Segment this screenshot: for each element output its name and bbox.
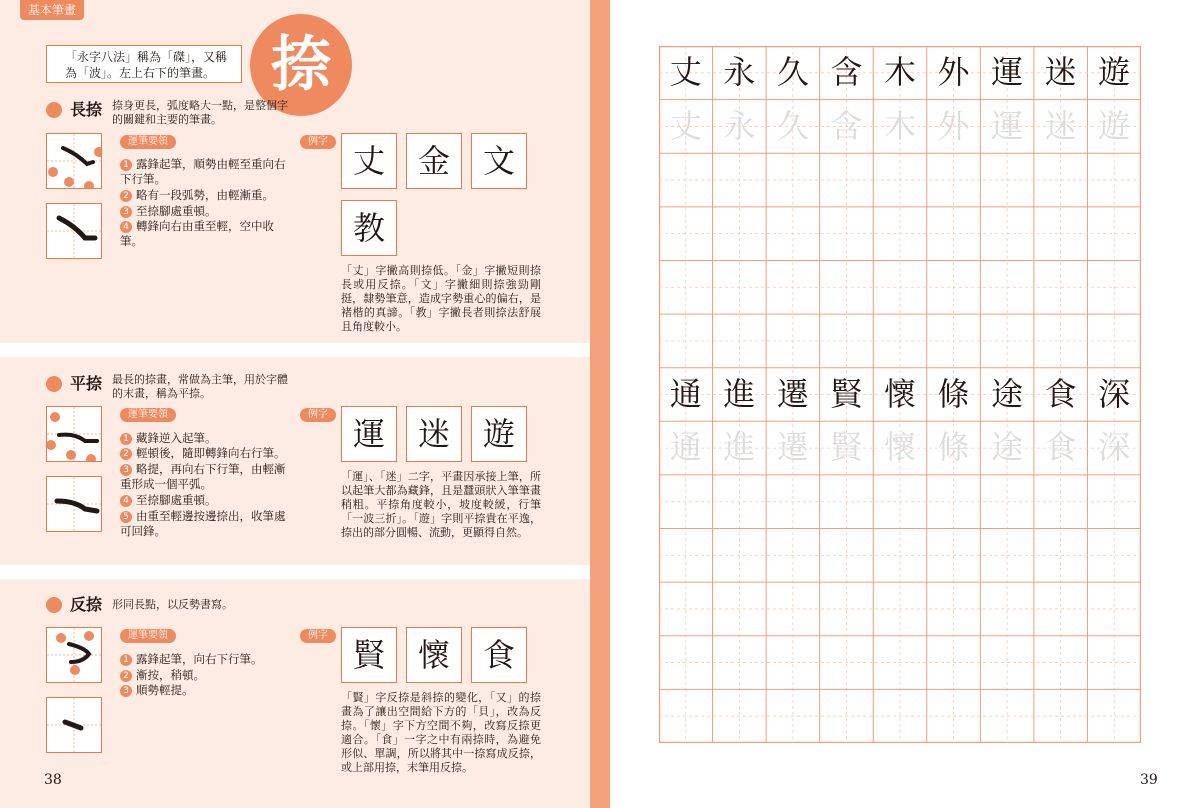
model-cell: [1087, 368, 1141, 422]
step-item: [120, 509, 290, 539]
example-note: 「賢」字反捺是斜捺的變化，「又」的捺畫為了讓出空間給下方的「貝」，改為反捺。「懷」字下方空間不夠，改寫反捺更適合。「食」一字之中有兩捺時，為避免形似、單調，所以將其中一捺寫成反捺，或上部用捺，末筆用反捺。: [341, 691, 541, 774]
step-number: 4: [120, 221, 132, 233]
step-text: 輕頓後，隨即轉鋒向右行筆。: [136, 446, 286, 460]
step-number: 1: [120, 654, 132, 666]
page-number-left: 38: [44, 772, 62, 788]
stroke-sample: [46, 476, 102, 532]
section-title: 反捺: [70, 595, 103, 614]
section-bullet-icon: [46, 376, 62, 392]
model-cell: [1034, 46, 1088, 100]
trace-cell: [659, 421, 713, 475]
page-number-right: 39: [1140, 772, 1158, 788]
steps-label: 運筆要領: [120, 408, 176, 422]
trace-cell: [927, 100, 981, 154]
example-note: 「運」、「迷」二字，平畫因承接上筆，所以起筆大都為藏鋒，且是蠶頭狀入筆筆畫稍粗。平捺角度較小，坡度較緩，行筆「一波三折」。「遊」字則平捺貴在平逸，捺出的部分圓暢、流動，更顯得自然。: [341, 470, 541, 539]
example-character: 金: [406, 133, 462, 189]
trace-character: 途: [991, 428, 1024, 467]
trace-cell: [820, 100, 874, 154]
model-character: 遷: [776, 374, 809, 413]
step-item: [120, 668, 290, 683]
examples-label: 例字: [300, 629, 336, 643]
trace-character: 運: [991, 106, 1024, 145]
trace-character: 深: [1098, 428, 1131, 467]
steps-label: 運筆要領: [120, 135, 176, 149]
step-number: 5: [120, 511, 132, 523]
step-item: [120, 431, 290, 446]
trace-cell: [713, 421, 767, 475]
example-character: 運: [341, 406, 397, 462]
model-cell: [659, 368, 713, 422]
stroke-sample: [46, 203, 102, 259]
model-character: 運: [991, 53, 1024, 91]
trace-cell: [980, 100, 1034, 154]
trace-character: 久: [776, 106, 809, 145]
trace-cell: [659, 100, 713, 154]
trace-character: 外: [937, 106, 970, 145]
section-bullet-icon: [46, 597, 62, 613]
model-cell: [820, 46, 874, 100]
steps-label: 運筆要領: [120, 629, 176, 643]
step-item: [120, 446, 290, 461]
example-character: 文: [471, 133, 527, 189]
model-character: 遊: [1098, 53, 1131, 91]
step-text: 略有一段弧勢，由輕漸重。: [136, 188, 274, 202]
model-character: 含: [830, 53, 863, 91]
model-cell: [873, 368, 927, 422]
model-character: 外: [937, 53, 970, 91]
model-character: 久: [776, 53, 809, 91]
step-item: [120, 204, 290, 219]
model-character: 丈: [669, 53, 702, 91]
model-cell: [659, 46, 713, 100]
model-cell: [927, 46, 981, 100]
step-text: 至捺腳處重頓。: [136, 204, 217, 218]
trace-cell: [1034, 100, 1088, 154]
section-bullet-icon: [46, 102, 62, 118]
stroke-diagram: [46, 406, 102, 462]
model-cell: [1034, 368, 1088, 422]
model-character: 迷: [1044, 53, 1077, 91]
stroke-sample: [46, 697, 102, 753]
trace-character: 迷: [1044, 106, 1077, 145]
model-cell: [980, 368, 1034, 422]
trace-cell: [713, 100, 767, 154]
model-character: 條: [937, 374, 970, 413]
trace-cell: [766, 421, 820, 475]
trace-character: 懷: [883, 428, 916, 467]
step-number: 2: [120, 670, 132, 682]
stroke-diagram: [46, 133, 102, 189]
trace-cell: [980, 421, 1034, 475]
example-character: 懷: [406, 627, 462, 683]
step-text: 露鋒起筆，順勢由輕至重向右下行筆。: [120, 157, 286, 186]
step-item: [120, 652, 290, 667]
model-character: 永: [723, 53, 756, 91]
model-cell: [927, 368, 981, 422]
intro-box: 「永字八法」稱為「磔」，又稱為「波」。左上右下的筆畫。: [46, 45, 242, 83]
trace-character: 永: [723, 106, 756, 145]
section-description: 最長的捺畫，常做為主筆，用於字體的末畫，稱為平捺。: [112, 373, 288, 400]
model-character: 木: [883, 53, 916, 91]
model-cell: [713, 368, 767, 422]
section-divider: [0, 565, 590, 579]
trace-cell: [820, 421, 874, 475]
practice-cells: [659, 46, 1141, 743]
step-text: 轉鋒向右由重至輕，空中收筆。: [120, 219, 274, 248]
model-cell: [766, 46, 820, 100]
trace-character: 含: [830, 106, 863, 145]
trace-cell: [1087, 421, 1141, 475]
step-item: [120, 157, 290, 187]
section-description: 捺身更長，弧度略大一點，是整個字的關鍵和主要的筆畫。: [112, 99, 288, 126]
step-number: 2: [120, 448, 132, 460]
trace-character: 進: [723, 428, 756, 467]
trace-character: 賢: [830, 428, 863, 467]
model-cell: [980, 46, 1034, 100]
trace-character: 食: [1044, 428, 1077, 467]
trace-cell: [873, 421, 927, 475]
step-text: 略提，再向右下行筆，由輕漸重形成一個平弧。: [120, 462, 286, 491]
title-character: 捺: [250, 14, 352, 116]
model-character: 懷: [883, 374, 916, 413]
model-cell: [1087, 46, 1141, 100]
examples-label: 例字: [300, 408, 336, 422]
example-character: 食: [471, 627, 527, 683]
example-character: 迷: [406, 406, 462, 462]
trace-cell: [766, 100, 820, 154]
trace-character: 通: [669, 428, 702, 467]
trace-cell: [873, 100, 927, 154]
model-character: 深: [1098, 374, 1131, 413]
trace-cell: [1087, 100, 1141, 154]
example-character: 賢: [341, 627, 397, 683]
step-number: 3: [120, 206, 132, 218]
examples-label: 例字: [300, 135, 336, 149]
chapter-tag: 基本筆畫: [20, 0, 84, 20]
model-character: 進: [723, 374, 756, 413]
step-text: 漸按，稍頓。: [136, 668, 205, 682]
section-divider: [0, 343, 590, 357]
model-cell: [766, 368, 820, 422]
left-page: [0, 0, 590, 808]
step-number: 2: [120, 190, 132, 202]
step-item: [120, 683, 290, 698]
model-cell: [873, 46, 927, 100]
step-item: [120, 219, 290, 249]
step-item: [120, 188, 290, 203]
step-item: [120, 462, 290, 492]
model-character: 通: [669, 374, 702, 413]
trace-cell: [927, 421, 981, 475]
trace-character: 木: [883, 106, 916, 145]
model-character: 賢: [830, 374, 863, 413]
example-character: 遊: [471, 406, 527, 462]
step-number: 1: [120, 433, 132, 445]
trace-character: 遷: [776, 428, 809, 467]
example-character: 丈: [341, 133, 397, 189]
step-text: 順勢輕提。: [136, 683, 194, 697]
example-character: 教: [341, 200, 397, 256]
step-text: 露鋒起筆，向右下行筆。: [136, 652, 263, 666]
trace-character: 條: [937, 428, 970, 467]
section-description: 形同長點，以反勢書寫。: [112, 598, 233, 611]
model-cell: [820, 368, 874, 422]
example-note: 「丈」字撇高則捺低。「金」字撇短則捺長或用反捺。「文」字撇細則捺強勁剛挺，隸勢筆意，造成字勢重心的偏右，是褚楷的真諦。「教」字撇長者則捺法舒展且角度較小。: [341, 264, 541, 333]
step-number: 1: [120, 159, 132, 171]
step-number: 3: [120, 685, 132, 697]
model-cell: [713, 46, 767, 100]
trace-cell: [1034, 421, 1088, 475]
step-number: 4: [120, 495, 132, 507]
stroke-diagram: [46, 627, 102, 683]
step-text: 藏鋒逆入起筆。: [136, 431, 217, 445]
trace-character: 遊: [1098, 106, 1131, 145]
model-character: 途: [991, 374, 1024, 413]
model-character: 食: [1044, 374, 1077, 413]
step-text: 由重至輕邊按邊捺出，收筆處可回鋒。: [120, 509, 286, 538]
trace-character: 丈: [669, 106, 702, 145]
step-text: 至捺腳處重頓。: [136, 493, 217, 507]
section-title: 長捺: [70, 100, 103, 119]
book-spine: [590, 0, 610, 808]
step-item: [120, 493, 290, 508]
section-title: 平捺: [70, 374, 103, 393]
step-number: 3: [120, 464, 132, 476]
